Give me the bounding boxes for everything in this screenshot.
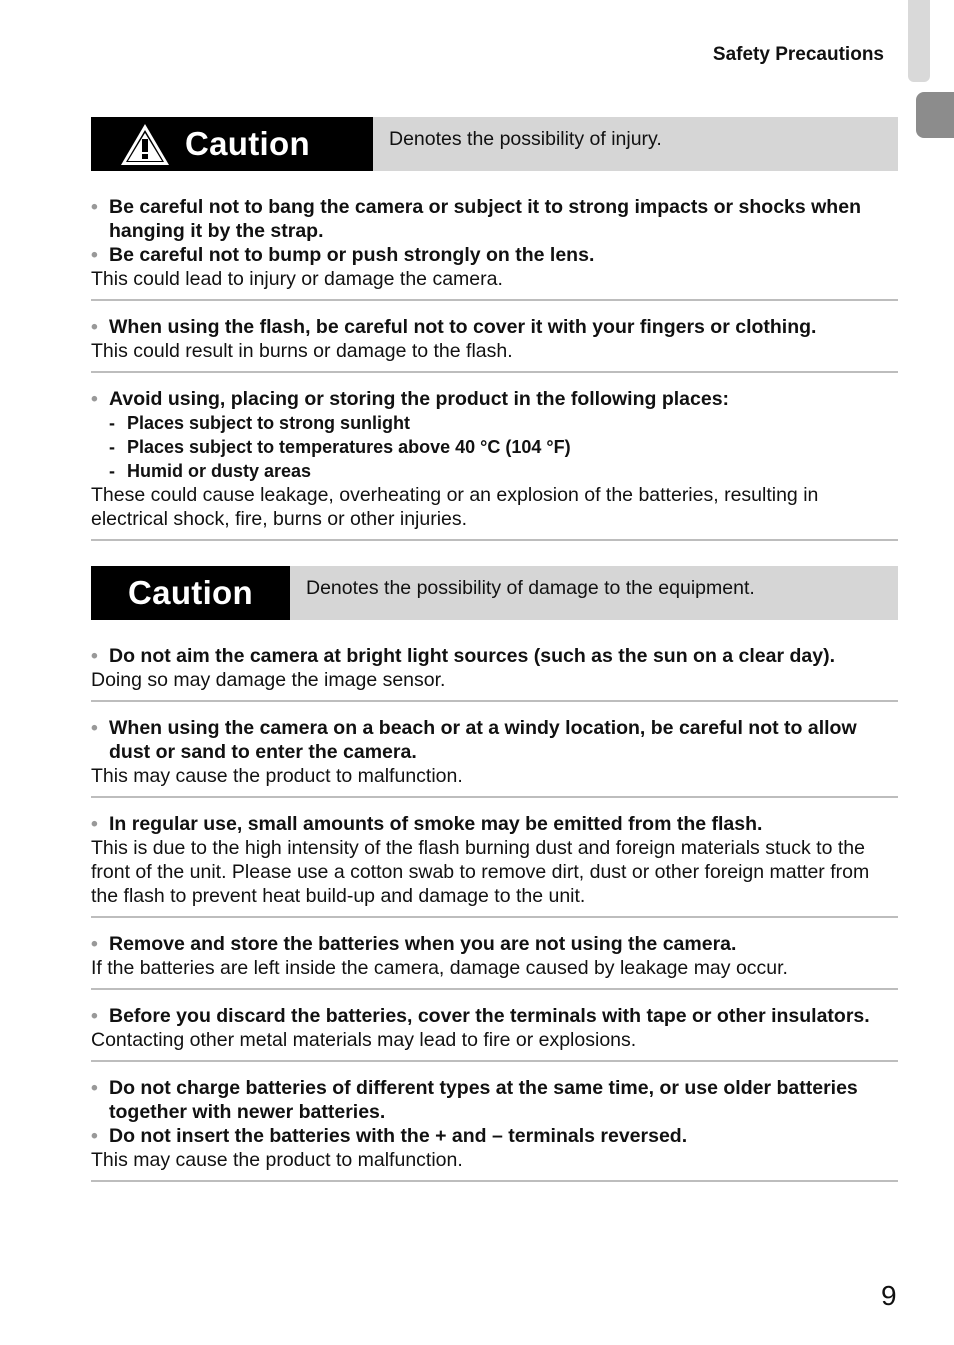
- precaution-bullet: • Be careful not to bump or push strongly on the lens.: [91, 243, 898, 267]
- precaution-bullet: • In regular use, small amounts of smoke may be emitted from the flash.: [91, 812, 898, 836]
- precaution-explanation: This could result in burns or damage to the flash.: [91, 340, 513, 362]
- precaution-bullet: • Avoid using, placing or storing the product in the following places:: [91, 387, 898, 411]
- caution-equipment-description: Denotes the possibility of damage to the equipment.: [306, 577, 755, 599]
- warning-triangle-icon: [119, 121, 171, 167]
- precaution-bullet: • Do not insert the batteries with the + and – terminals reversed.: [91, 1124, 898, 1148]
- precaution-subitem: - Places subject to temperatures above 40 °C (104 °F): [91, 435, 898, 459]
- precaution-subitem: - Places subject to strong sunlight: [91, 411, 898, 435]
- precaution-item: [91, 1004, 898, 1062]
- precaution-explanation: These could cause leakage, overheating or an explosion of the batteries, resulting in electrical shock, fire, burns or other injuries.: [91, 484, 819, 530]
- caution-injury-label: [91, 117, 373, 171]
- precaution-explanation: Doing so may damage the image sensor.: [91, 669, 446, 691]
- precaution-item: [91, 812, 898, 918]
- precaution-subitem: - Humid or dusty areas: [91, 459, 898, 483]
- precaution-bullet: • When using the camera on a beach or at a windy location, be careful not to allow dust or sand to enter the camera.: [91, 716, 898, 764]
- precaution-explanation: This is due to the high intensity of the flash burning dust and foreign materials stuck to the front of the unit. Please use a cotton swab to remove dirt, dust or other foreign matter from the flash to prevent heat build-up and damage to the unit.: [91, 837, 870, 907]
- caution-injury-label-text: Caution: [185, 125, 310, 162]
- precaution-explanation: This could lead to injury or damage the camera.: [91, 268, 503, 290]
- precaution-item: [91, 1076, 898, 1182]
- side-tab-marker: [916, 92, 954, 138]
- page-content: [91, 0, 898, 1196]
- precaution-bullet: • Do not aim the camera at bright light sources (such as the sun on a clear day).: [91, 644, 898, 668]
- page-header-title: Safety Precautions: [712, 44, 884, 65]
- precaution-bullet: • Remove and store the batteries when you are not using the camera.: [91, 932, 898, 956]
- caution-equipment-label: Caution: [91, 566, 290, 620]
- precaution-item: [91, 195, 898, 301]
- precaution-explanation: This may cause the product to malfunction.: [91, 1149, 463, 1171]
- precaution-explanation: Contacting other metal materials may lead to fire or explosions.: [91, 1029, 637, 1051]
- caution-injury-banner: [91, 117, 898, 171]
- precaution-bullet: • Be careful not to bang the camera or subject it to strong impacts or shocks when hanging it by the strap.: [91, 195, 898, 243]
- precaution-item: [91, 387, 898, 541]
- precaution-explanation: This may cause the product to malfunction.: [91, 765, 463, 787]
- caution-injury-description: Denotes the possibility of injury.: [389, 128, 662, 150]
- precaution-item: [91, 932, 898, 990]
- precaution-bullet: • When using the flash, be careful not to cover it with your fingers or clothing.: [91, 315, 898, 339]
- side-tab-top: [908, 0, 930, 82]
- page-number: 9: [881, 1280, 897, 1311]
- precaution-item: [91, 644, 898, 702]
- precaution-bullet: • Do not charge batteries of different types at the same time, or use older batteries together with newer batteries.: [91, 1076, 898, 1124]
- precaution-item: [91, 315, 898, 373]
- caution-equipment-banner: [91, 566, 898, 620]
- precaution-explanation: If the batteries are left inside the camera, damage caused by leakage may occur.: [91, 957, 788, 979]
- precaution-bullet: • Before you discard the batteries, cover the terminals with tape or other insulators.: [91, 1004, 898, 1028]
- precaution-item: [91, 716, 898, 798]
